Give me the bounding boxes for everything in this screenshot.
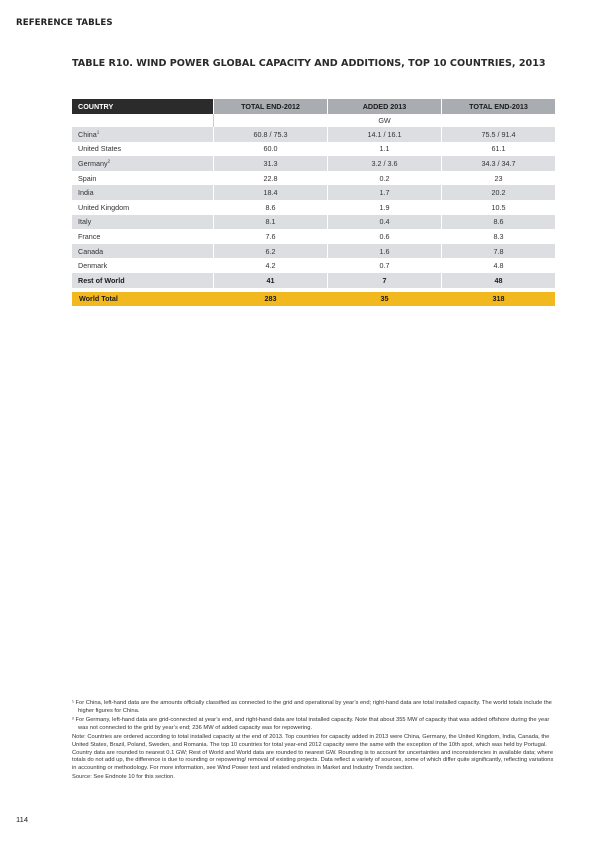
total-2012-cell: 31.3 [213, 156, 327, 171]
added-2013-cell: 1.9 [327, 200, 441, 215]
country-cell [72, 215, 213, 230]
added-2013-cell: 0.7 [327, 258, 441, 273]
table-row [72, 127, 555, 142]
footnote-marker: 1 [96, 129, 100, 135]
total-2012-cell: 8.6 [213, 200, 327, 215]
total-2013-cell: 20.2 [441, 185, 555, 200]
total-2013-cell: 61.1 [441, 142, 555, 157]
country-name: Germany [78, 158, 108, 168]
table-title: TABLE R10. WIND POWER GLOBAL CAPACITY AND ADDITIONS, TOP 10 COUNTRIES, 2013 [72, 58, 546, 69]
total-2013-cell: 318 [441, 292, 555, 306]
country-name: India [78, 188, 94, 198]
country-name: Rest of World [78, 275, 125, 285]
country-cell [72, 156, 213, 171]
total-2012-cell: 6.2 [213, 244, 327, 259]
added-2013-cell: 1.7 [327, 185, 441, 200]
world-total-row [72, 292, 555, 306]
unit-row [72, 114, 555, 127]
total-2013-cell: 7.8 [441, 244, 555, 259]
total-2013-cell: 34.3 / 34.7 [441, 156, 555, 171]
total-2012-cell: 7.6 [213, 229, 327, 244]
total-2013-cell: 8.3 [441, 229, 555, 244]
country-cell [72, 273, 213, 288]
added-2013-cell: 0.4 [327, 215, 441, 230]
country-cell [72, 200, 213, 215]
country-cell [72, 258, 213, 273]
country-name: Spain [78, 173, 97, 183]
table-row [72, 215, 555, 230]
added-2013-cell: 0.2 [327, 171, 441, 186]
table-header-row [72, 99, 555, 114]
country-cell [72, 185, 213, 200]
wind-capacity-table [72, 99, 555, 306]
added-2013-cell: 1.1 [327, 142, 441, 157]
footnote-1: ¹ For China, left-hand data are the amounts officially classified as connected to the grid and operational by year’s end; right-hand data are total installed capacity. The world totals include the higher figures for China. [72, 700, 552, 714]
total-2012-cell: 22.8 [213, 171, 327, 186]
table-row [72, 156, 555, 171]
country-cell [72, 127, 213, 142]
page-number: 114 [16, 815, 29, 824]
country-cell [72, 142, 213, 157]
total-2012-cell: 41 [213, 273, 327, 288]
table-row [72, 229, 555, 244]
added-2013-cell: 14.1 / 16.1 [327, 127, 441, 142]
country-cell [72, 229, 213, 244]
total-2013-cell: 4.8 [441, 258, 555, 273]
footnote-marker: 2 [107, 158, 111, 164]
total-2013-cell: 8.6 [441, 215, 555, 230]
total-2012-cell: 4.2 [213, 258, 327, 273]
added-2013-cell: 3.2 / 3.6 [327, 156, 441, 171]
table-row [72, 185, 555, 200]
unit-label: GW [213, 114, 555, 127]
added-2013-cell: 7 [327, 273, 441, 288]
country-cell [72, 171, 213, 186]
added-2013-cell: 0.6 [327, 229, 441, 244]
total-2013-cell: 10.5 [441, 200, 555, 215]
country-name: Canada [78, 246, 104, 256]
column-header-country: COUNTRY [72, 99, 213, 114]
unit-row-blank [72, 114, 213, 127]
table-row [72, 244, 555, 259]
footnotes [72, 700, 558, 784]
source-note: Source: See Endnote 10 for this section. [72, 774, 175, 781]
column-header-total-2012: TOTAL END-2012 [213, 99, 327, 114]
section-label: REFERENCE TABLES [16, 18, 113, 28]
table-note: Note: Countries are ordered according to total installed capacity at the end of 2013. Top countries for capacity added in 2013 were China, Germany, the United Kingdom, India, Canada, the United States, Brazil, Poland, Sweden, and Romania. The top 10 countries for total year-end 2012 capacity were the same with the exception of the 10th spot, which was held by Portugal. Country data are rounded to nearest 0.1 GW; Rest of World and World data are rounded to nearest GW. Rounding is to account for uncertainties and inconsistencies in available data; where totals do not add up, the difference is due to rounding or repowering/ removal of existing projects. Data reflect a variety of sources, some of which differ quite significantly, reflecting variations in accounting or methodology. For more information, see Wind Power text and related endnotes in Market and Industry Trends section. [72, 734, 554, 771]
column-header-total-2013: TOTAL END-2013 [441, 99, 555, 114]
total-2013-cell: 23 [441, 171, 555, 186]
country-name: United States [78, 144, 122, 154]
column-header-added-2013: ADDED 2013 [327, 99, 441, 114]
added-2013-cell: 35 [327, 292, 441, 306]
country-name: Italy [78, 217, 92, 227]
country-cell [72, 244, 213, 259]
total-2012-cell: 283 [213, 292, 327, 306]
table-row [72, 273, 555, 288]
total-2012-cell: 60.0 [213, 142, 327, 157]
total-2012-cell: 18.4 [213, 185, 327, 200]
table-row [72, 258, 555, 273]
total-2013-cell: 48 [441, 273, 555, 288]
country-name: Denmark [78, 261, 108, 271]
table-row [72, 142, 555, 157]
country-name: United Kingdom [78, 202, 130, 212]
country-name: China [78, 129, 97, 139]
total-2012-cell: 8.1 [213, 215, 327, 230]
country-name: France [78, 231, 101, 241]
table-row [72, 171, 555, 186]
added-2013-cell: 1.6 [327, 244, 441, 259]
country-cell: World Total [72, 292, 213, 306]
total-2012-cell: 60.8 / 75.3 [213, 127, 327, 142]
table-row [72, 200, 555, 215]
footnote-2: ² For Germany, left-hand data are grid-connected at year’s end, and right-hand data are total installed capacity. Note that about 355 MW of capacity that was added offshore during the year was not connected to the grid by year’s end; 236 MW of added capacity was for repowering. [72, 717, 550, 731]
total-2013-cell: 75.5 / 91.4 [441, 127, 555, 142]
